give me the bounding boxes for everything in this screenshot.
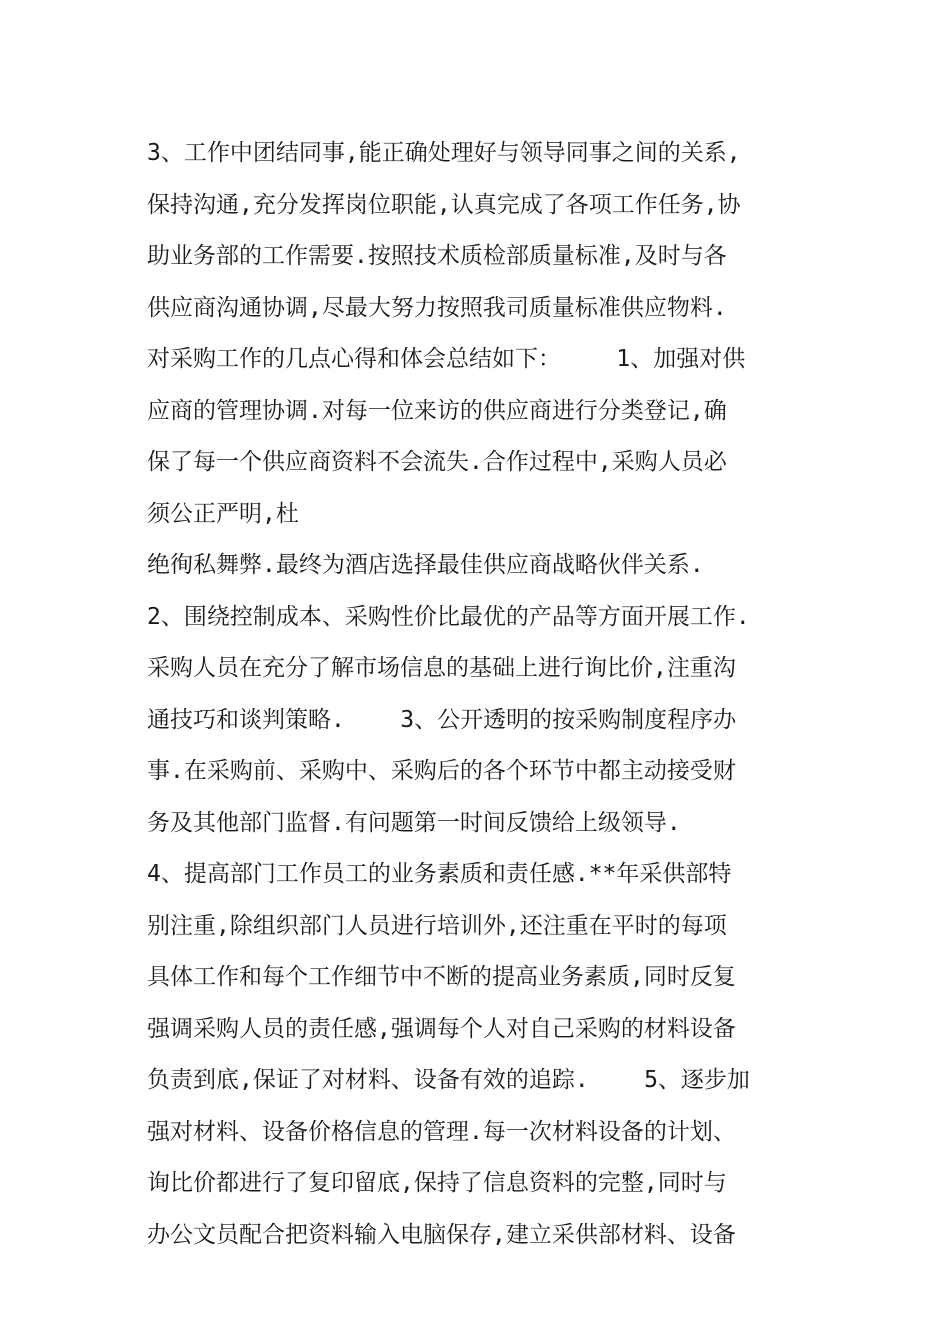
text-line: 3、工作中团结同事,能正确处理好与领导同事之间的关系,: [147, 140, 741, 166]
body-text: [147, 128, 827, 1261]
text-line: 4、提高部门工作员工的业务素质和责任感.**年采供部特: [147, 861, 732, 887]
text-line: 强对材料、设备价格信息的管理.每一次材料设备的计划、: [147, 1118, 736, 1145]
text-line: 绝徇私舞弊.最终为酒店选择最佳供应商战略伙伴关系.: [147, 552, 704, 578]
text-line: 负责到底,保证了对材料、设备有效的追踪. 5、逐步加: [147, 1067, 750, 1093]
text-line: 采购人员在充分了解市场信息的基础上进行询比价,注重沟: [147, 655, 736, 681]
text-line: 对采购工作的几点心得和体会总结如下： 1、加强对供: [147, 346, 746, 372]
text-line: 2、围绕控制成本、采购性价比最优的产品等方面开展工作.: [147, 603, 750, 630]
text-line: 通技巧和谈判策略. 3、公开透明的按采购制度程序办: [147, 706, 737, 733]
text-line: 别注重,除组织部门人员进行培训外,还注重在平时的每项: [147, 912, 727, 939]
text-line: 务及其他部门监督.有问题第一时间反馈给上级领导.: [147, 809, 681, 836]
text-line: 强调采购人员的责任感,强调每个人对自己采购的材料设备: [147, 1015, 736, 1042]
text-line: 事.在采购前、采购中、采购后的各个环节中都主动接受财: [147, 758, 736, 784]
text-line: 供应商沟通协调,尽最大努力按照我司质量标准供应物料.: [147, 294, 727, 321]
text-line: 须公正严明,杜: [147, 500, 299, 527]
text-line: 助业务部的工作需要.按照技术质检部质量标准,及时与各: [147, 243, 727, 269]
text-line: 询比价都进行了复印留底,保持了信息资料的完整,同时与: [147, 1170, 727, 1196]
text-line: 应商的管理协调.对每一位来访的供应商进行分类登记,确: [147, 397, 727, 424]
text-line: 具体工作和每个工作细节中不断的提高业务素质,同时反复: [147, 964, 736, 990]
text-line: 保持沟通,充分发挥岗位职能,认真完成了各项工作任务,协: [147, 191, 741, 218]
text-line: 保了每一个供应商资料不会流失.合作过程中,采购人员必: [147, 449, 727, 475]
text-line: 办公文员配合把资料输入电脑保存,建立采供部材料、设备: [147, 1221, 736, 1248]
